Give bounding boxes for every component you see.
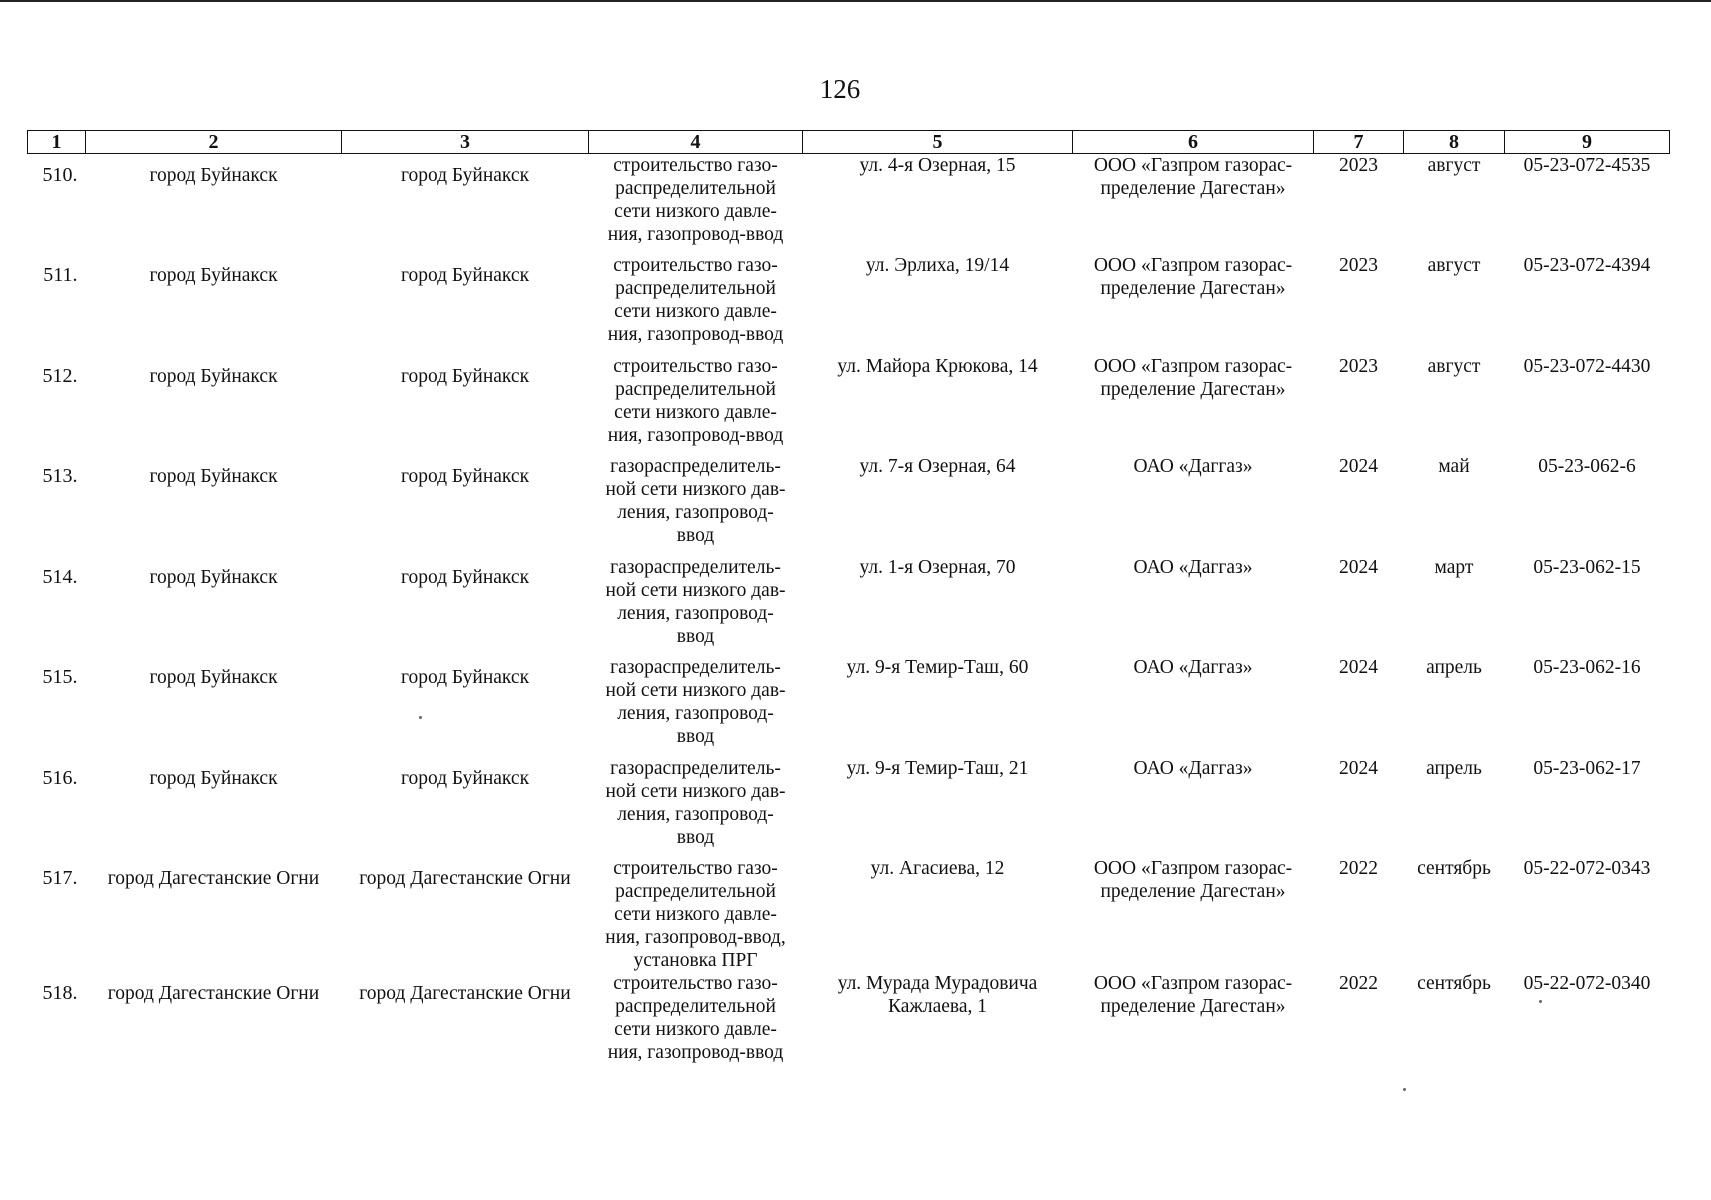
cell-year: 2024 <box>1339 657 1378 678</box>
cell-work-type: строительство газо- распределительной сети низкого давле- ния, газопровод-ввод <box>607 355 784 446</box>
table-row <box>28 857 1670 972</box>
column-header: 5 <box>803 131 1073 154</box>
table-row <box>28 254 1670 355</box>
cell-district: город Буйнакск <box>149 365 278 387</box>
cell-code: 05-23-062-17 <box>1533 757 1641 779</box>
row-number: 516. <box>42 766 78 789</box>
cell-locality: город Буйнакск <box>400 566 530 588</box>
cell-organization: ОАО «Даггаз» <box>1133 657 1253 678</box>
cell-address: ул. Эрлиха, 19/14 <box>865 255 1010 276</box>
cell-year: 2023 <box>1339 355 1378 377</box>
cell-work-type: газораспределитель- ной сети низкого дав- ления, газопровод- ввод <box>605 757 786 848</box>
cell-year: 2023 <box>1339 155 1378 176</box>
cell-locality: город Буйнакск <box>400 466 530 487</box>
table-row <box>28 355 1670 456</box>
column-header: 9 <box>1505 131 1670 154</box>
cell-district: город Дагестанские Огни <box>107 983 320 1004</box>
cell-code: 05-22-072-0343 <box>1523 858 1651 879</box>
cell-year: 2024 <box>1339 556 1378 578</box>
cell-code: 05-23-072-4430 <box>1523 355 1651 377</box>
cell-year: 2022 <box>1339 973 1378 994</box>
cell-code: 05-23-072-4394 <box>1523 255 1651 276</box>
cell-district: город Буйнакск <box>149 667 278 688</box>
scan-speck <box>1403 1088 1406 1091</box>
cell-organization: ОАО «Даггаз» <box>1133 757 1253 779</box>
column-header: 3 <box>342 131 589 154</box>
table-row <box>28 455 1670 556</box>
cell-month: май <box>1438 456 1470 477</box>
table-row <box>28 556 1670 657</box>
column-header: 1 <box>28 131 86 154</box>
cell-code: 05-23-062-16 <box>1533 657 1641 678</box>
register-table <box>27 130 1670 1112</box>
page-number: 126 <box>819 74 861 104</box>
cell-year: 2022 <box>1339 858 1378 879</box>
cell-locality: город Буйнакск <box>400 265 530 286</box>
cell-month: март <box>1434 556 1474 578</box>
table-row <box>28 972 1670 1112</box>
column-header: 6 <box>1073 131 1314 154</box>
table-row <box>28 656 1670 757</box>
table-row <box>28 757 1670 858</box>
cell-organization: ООО «Газпром газорас- пределение Дагестан» <box>1093 255 1293 299</box>
cell-work-type: строительство газо- распределительной сети низкого давле- ния, газопровод-ввод <box>607 255 784 345</box>
cell-month: сентябрь <box>1417 858 1491 879</box>
row-number: 515. <box>42 666 78 688</box>
row-number: 514. <box>42 565 78 588</box>
cell-year: 2023 <box>1339 255 1378 276</box>
cell-address: ул. 9-я Темир-Таш, 21 <box>846 757 1029 779</box>
cell-locality: город Буйнакск <box>400 165 530 186</box>
cell-code: 05-22-072-0340 <box>1523 973 1651 994</box>
cell-work-type: газораспределитель- ной сети низкого дав- ления, газопровод- ввод <box>605 456 786 546</box>
cell-address: ул. 7-я Озерная, 64 <box>859 456 1016 477</box>
cell-address: ул. 1-я Озерная, 70 <box>859 556 1016 578</box>
cell-address: ул. 4-я Озерная, 15 <box>859 155 1016 176</box>
cell-organization: ООО «Газпром газорас- пределение Дагестан» <box>1093 858 1293 902</box>
cell-code: 05-23-072-4535 <box>1523 155 1651 176</box>
cell-address: ул. Майора Крюкова, 14 <box>837 355 1038 377</box>
scan-speck <box>1539 1000 1542 1003</box>
cell-month: апрель <box>1426 757 1482 779</box>
cell-locality: город Дагестанские Огни <box>359 868 571 889</box>
header-row <box>28 131 1670 154</box>
cell-locality: город Буйнакск <box>400 365 530 387</box>
cell-organization: ОАО «Даггаз» <box>1133 556 1253 578</box>
scan-speck <box>419 716 422 719</box>
column-header: 8 <box>1404 131 1505 154</box>
row-number: 510. <box>42 164 78 186</box>
cell-district: город Дагестанские Огни <box>107 868 320 889</box>
cell-year: 2024 <box>1339 757 1378 779</box>
table-row <box>28 154 1670 255</box>
cell-locality: город Дагестанские Огни <box>359 983 571 1004</box>
cell-address: ул. Мурада Мурадовича Кажлаева, 1 <box>837 973 1038 1017</box>
row-number: 513. <box>42 465 78 487</box>
cell-address: ул. 9-я Темир-Таш, 60 <box>846 657 1029 678</box>
cell-organization: ООО «Газпром газорас- пределение Дагестан» <box>1093 355 1293 400</box>
cell-organization: ООО «Газпром газорас- пределение Дагестан» <box>1093 155 1293 199</box>
column-header: 7 <box>1314 131 1404 154</box>
row-number: 517. <box>42 867 78 889</box>
cell-locality: город Буйнакск <box>400 767 530 789</box>
cell-work-type: газораспределитель- ной сети низкого дав- ления, газопровод- ввод <box>605 657 786 747</box>
row-number: 518. <box>42 982 78 1004</box>
cell-district: город Буйнакск <box>149 165 278 186</box>
cell-work-type: строительство газо- распределительной сети низкого давле- ния, газопровод-ввод <box>607 155 784 245</box>
cell-year: 2024 <box>1339 456 1378 477</box>
cell-month: август <box>1427 255 1481 276</box>
cell-month: август <box>1427 155 1481 176</box>
cell-month: август <box>1427 355 1481 377</box>
top-border-line <box>0 0 1711 5</box>
cell-organization: ОАО «Даггаз» <box>1133 456 1253 477</box>
table-header <box>28 131 1670 154</box>
cell-district: город Буйнакск <box>149 265 278 286</box>
cell-work-type: строительство газо- распределительной сети низкого давле- ния, газопровод-ввод <box>607 973 784 1063</box>
cell-work-type: строительство газо- распределительной сети низкого давле- ния, газопровод-ввод, установка ПРГ <box>605 858 786 971</box>
cell-district: город Буйнакск <box>149 566 278 588</box>
cell-code: 05-23-062-15 <box>1533 556 1641 578</box>
table-body <box>28 154 1670 1113</box>
row-number: 512. <box>42 364 78 387</box>
row-number: 511. <box>43 264 78 286</box>
cell-organization: ООО «Газпром газорас- пределение Дагестан» <box>1093 973 1293 1017</box>
cell-district: город Буйнакск <box>149 466 278 487</box>
column-header: 2 <box>86 131 342 154</box>
cell-address: ул. Агасиева, 12 <box>870 858 1005 879</box>
cell-month: апрель <box>1426 657 1482 678</box>
cell-locality: город Буйнакск <box>400 667 530 688</box>
cell-code: 05-23-062-6 <box>1538 456 1636 477</box>
cell-month: сентябрь <box>1417 973 1491 994</box>
cell-district: город Буйнакск <box>149 767 278 789</box>
column-header: 4 <box>589 131 803 154</box>
cell-work-type: газораспределитель- ной сети низкого дав- ления, газопровод- ввод <box>605 556 786 647</box>
